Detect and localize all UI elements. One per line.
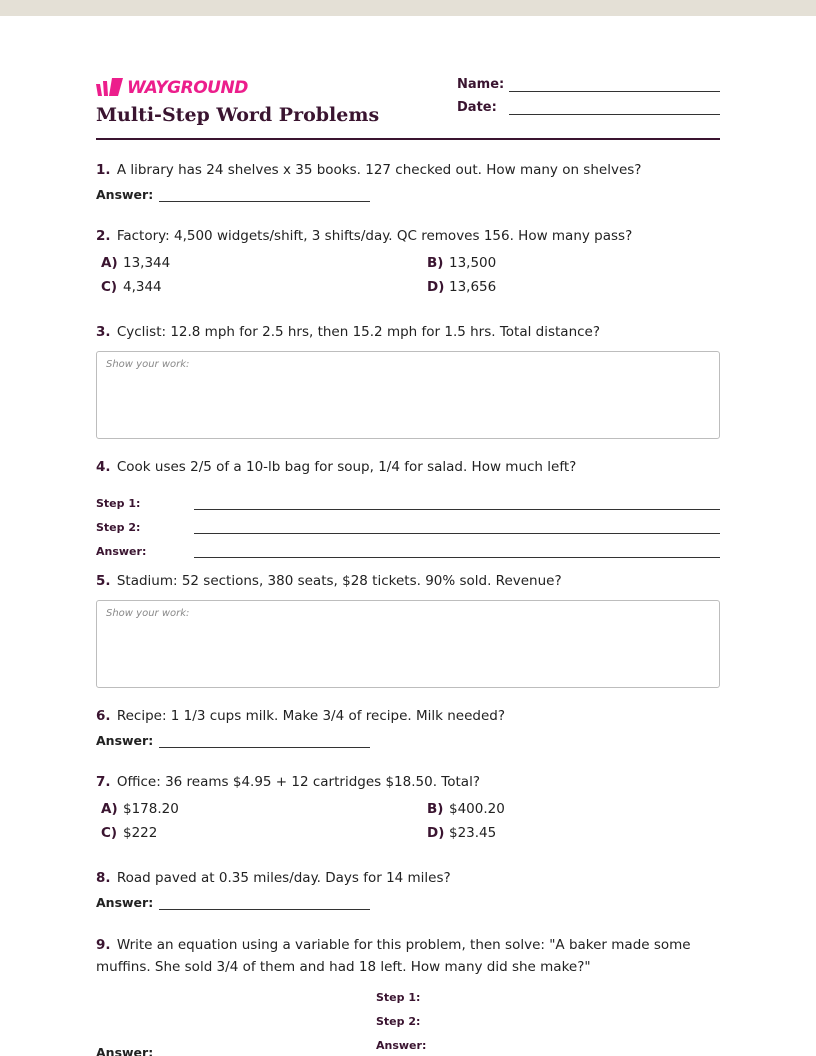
answer-row xyxy=(96,895,720,910)
option-d[interactable] xyxy=(427,825,725,841)
question-body: Factory: 4,500 widgets/shift, 3 shifts/day. QC removes 156. How many pass? xyxy=(116,228,633,244)
question-text xyxy=(96,934,720,978)
option-a[interactable] xyxy=(101,801,427,817)
question-text xyxy=(96,867,720,889)
step-label: Step 2: xyxy=(376,1015,421,1028)
question-5 xyxy=(96,570,720,688)
option-value: $400.20 xyxy=(449,801,505,817)
work-area[interactable] xyxy=(96,600,720,688)
option-value: 13,500 xyxy=(449,255,497,271)
question-9-answer xyxy=(96,1042,720,1056)
answer-field[interactable] xyxy=(159,896,370,910)
step-label: Step 1: xyxy=(376,991,421,1004)
answer-field[interactable] xyxy=(159,188,370,202)
question-number: 9. xyxy=(96,937,111,953)
step-label: Answer: xyxy=(96,545,147,558)
question-body: Recipe: 1 1/3 cups milk. Make 3/4 of recipe. Milk needed? xyxy=(116,708,506,724)
page-title: Multi-Step Word Problems xyxy=(96,104,380,126)
step-2-field[interactable] xyxy=(194,520,720,534)
logo-icon xyxy=(96,78,124,98)
question-7 xyxy=(96,771,720,841)
question-body: Office: 36 reams $4.95 + 12 cartridges $18.50. Total? xyxy=(116,774,480,790)
question-text xyxy=(96,456,720,478)
question-body: Cyclist: 12.8 mph for 2.5 hrs, then 15.2 mph for 1.5 hrs. Total distance? xyxy=(116,324,601,340)
option-value: $178.20 xyxy=(123,801,179,817)
question-4 xyxy=(96,456,720,558)
date-row xyxy=(457,100,720,115)
option-value: 13,344 xyxy=(123,255,171,271)
option-b[interactable] xyxy=(427,255,725,271)
option-value: $222 xyxy=(123,825,158,841)
worksheet-page xyxy=(96,16,720,1056)
step-lines xyxy=(96,486,720,558)
question-body: Cook uses 2/5 of a 10-lb bag for soup, 1/4 for salad. How much left? xyxy=(116,459,577,475)
name-label: Name: xyxy=(457,77,505,92)
option-letter: D) xyxy=(427,825,445,841)
question-body: A library has 24 shelves x 35 books. 127 checked out. How many on shelves? xyxy=(116,162,642,178)
logo-text: WAYGROUND xyxy=(127,78,248,98)
answer-label: Answer: xyxy=(96,733,154,748)
step-1-field[interactable] xyxy=(194,496,720,510)
option-letter: D) xyxy=(427,279,445,295)
option-value: 4,344 xyxy=(123,279,162,295)
work-area-label: Show your work: xyxy=(106,359,190,370)
question-number: 6. xyxy=(96,708,111,724)
question-number: 3. xyxy=(96,324,111,340)
answer-label: Answer: xyxy=(96,1045,154,1056)
question-3 xyxy=(96,321,720,439)
option-letter: B) xyxy=(427,255,444,271)
question-8 xyxy=(96,867,720,910)
logo xyxy=(96,78,248,98)
work-area[interactable] xyxy=(96,351,720,439)
answer-field[interactable] xyxy=(159,734,370,748)
question-9 xyxy=(96,934,720,978)
answer-row xyxy=(96,187,720,202)
question-text xyxy=(96,771,720,793)
answer-label: Answer: xyxy=(96,895,154,910)
option-d[interactable] xyxy=(427,279,725,295)
option-value: 13,656 xyxy=(449,279,497,295)
question-number: 5. xyxy=(96,573,111,589)
question-number: 2. xyxy=(96,228,111,244)
date-field[interactable] xyxy=(509,101,720,115)
step-answer-row xyxy=(96,534,720,558)
question-number: 7. xyxy=(96,774,111,790)
step-1-row xyxy=(96,486,720,510)
step-label: Answer: xyxy=(376,1039,427,1052)
name-row xyxy=(457,77,720,92)
option-letter: A) xyxy=(101,255,118,271)
option-letter: C) xyxy=(101,825,118,841)
step-label: Step 2: xyxy=(96,521,141,534)
answer-field[interactable] xyxy=(194,544,720,558)
answer-label: Answer: xyxy=(96,187,154,202)
step-label: Step 1: xyxy=(96,497,141,510)
question-body: Write an equation using a variable for this problem, then solve: "A baker made some muffins. She sold 3/4 of them and had 18 left. How many did she make?" xyxy=(96,937,691,975)
name-field[interactable] xyxy=(509,78,720,92)
worksheet-header xyxy=(96,16,720,140)
option-letter: B) xyxy=(427,801,444,817)
question-text xyxy=(96,225,720,247)
answer-options xyxy=(96,801,720,841)
question-number: 1. xyxy=(96,162,111,178)
answer-row xyxy=(96,733,720,748)
top-bar xyxy=(0,0,816,16)
question-body: Road paved at 0.35 miles/day. Days for 14 miles? xyxy=(116,870,451,886)
option-c[interactable] xyxy=(101,279,427,295)
date-label: Date: xyxy=(457,100,497,115)
question-number: 8. xyxy=(96,870,111,886)
work-area-label: Show your work: xyxy=(106,608,190,619)
question-1 xyxy=(96,159,720,202)
question-2 xyxy=(96,225,720,295)
option-c[interactable] xyxy=(101,825,427,841)
option-a[interactable] xyxy=(101,255,427,271)
option-value: $23.45 xyxy=(449,825,497,841)
option-letter: C) xyxy=(101,279,118,295)
question-number: 4. xyxy=(96,459,111,475)
question-text xyxy=(96,705,720,727)
option-letter: A) xyxy=(101,801,118,817)
question-text xyxy=(96,159,720,181)
question-text xyxy=(96,570,720,592)
question-text xyxy=(96,321,720,343)
answer-options xyxy=(96,255,720,295)
step-2-row xyxy=(96,510,720,534)
question-6 xyxy=(96,705,720,748)
question-body: Stadium: 52 sections, 380 seats, $28 tickets. 90% sold. Revenue? xyxy=(116,573,562,589)
option-b[interactable] xyxy=(427,801,725,817)
